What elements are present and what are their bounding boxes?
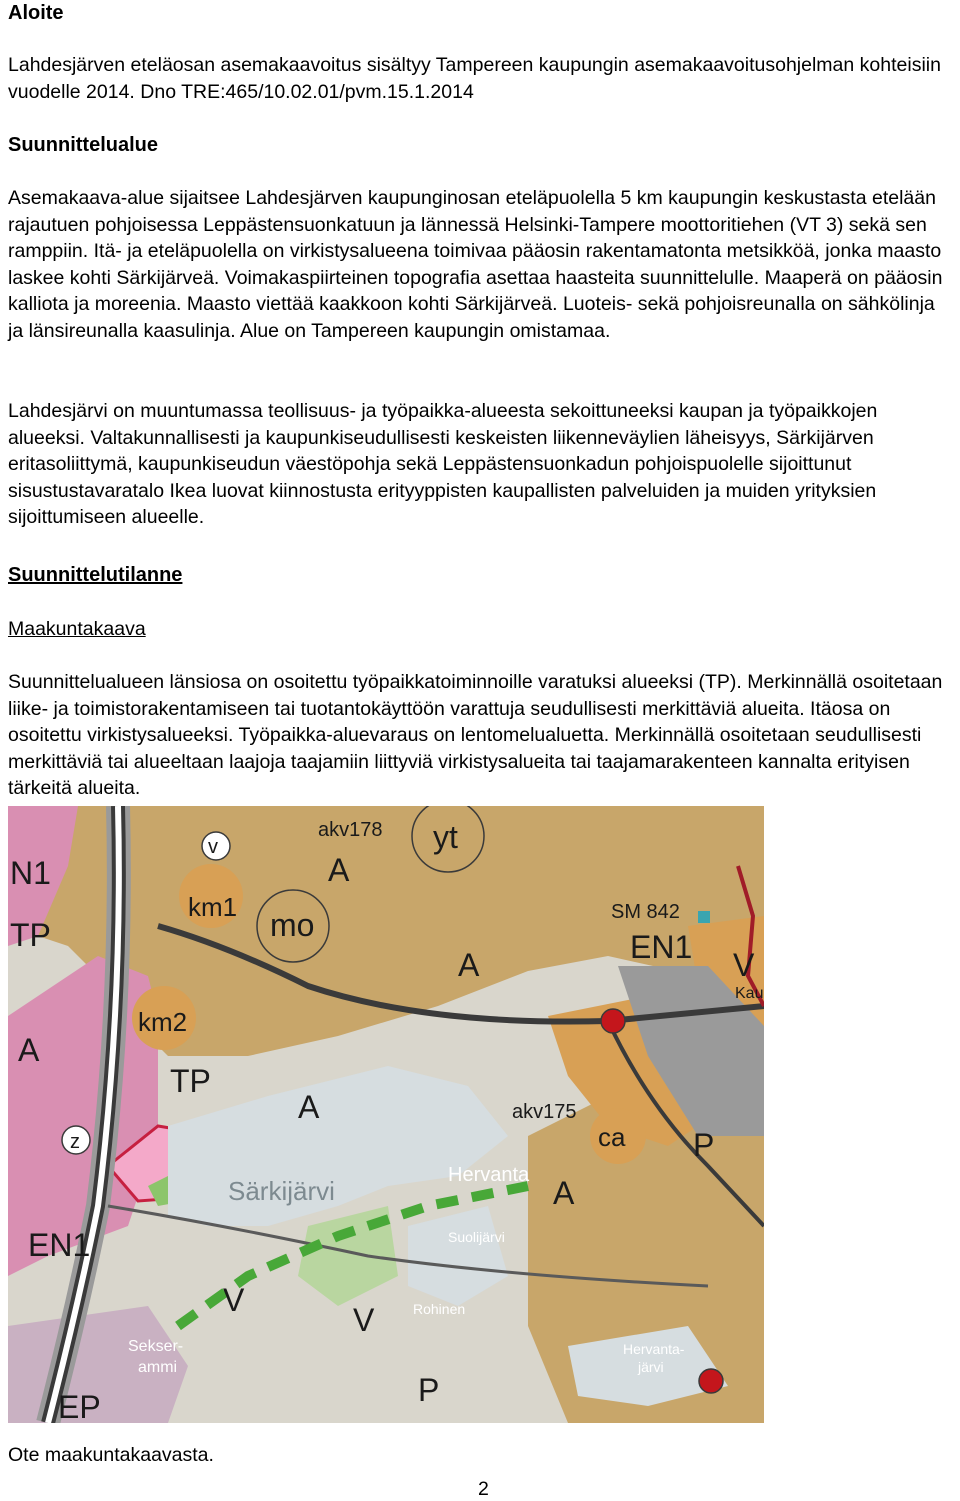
page-number: 2 [478,1478,489,1500]
label-akv178: akv178 [318,819,383,841]
label-sakser: Sekser- [128,1338,184,1355]
paragraph-aloite: Lahdesjärven eteläosan asemakaavoitus sisältyy Tampereen kaupungin asemakaavoitusohjelman kohteisiin vuodelle 2014. Dno TRE:465/10.02.01/pvm.15.1.2014 [8,54,941,103]
label-rohinen: Rohinen [413,1301,466,1317]
map-caption: Ote maakuntakaavasta. [8,1444,214,1466]
label-v-top: V [733,947,755,983]
label-hervantajarvi-2: järvi [638,1359,664,1375]
label-ammi: ammi [138,1359,178,1376]
label-en1-top: EN1 [630,929,693,965]
heading-suunnittelutilanne: Suunnittelutilanne [8,564,183,586]
label-kau: Kau [735,985,764,1002]
label-v: V [223,1282,245,1318]
label-yt: yt [433,819,458,855]
label-v2: V [353,1302,375,1338]
regional-plan-map [8,806,764,1423]
label-n1: N1 [10,855,51,891]
subheading-maakuntakaava: Maakuntakaava [8,618,146,640]
paragraph-maakuntakaava: Suunnittelualueen länsiosa on osoitettu työpaikkatoiminnoille varatuksi alueeksi (TP). Merkinnällä osoitetaan liike- ja toimistorakentamiseen tai tuotantokäyttöön varattuja seudullisesti merkittäviä alueita. Itäosa on osoitettu virkistysalueeksi. Työpaikka-aluevaraus on lentomelualuetta. Merkinnällä osoitetaan seudullisesti merkittäviä tai alueeltaan laajoja taajamiin liittyviä virkistysalueita tai taajamarakenteen kannalta erityisen tärkeitä alueita. [8,671,943,799]
label-a2: A [458,947,480,983]
label-suolijarvi: Suolijärvi [448,1229,505,1245]
paragraph-suunnittelualue-2: Lahdesjärvi on muuntumassa teollisuus- ja työpaikka-alueesta sekoittuneeksi kaupan ja työpaikkojen alueeksi. Valtakunnallisesti ja kaupunkiseudullisesti keskeisten liikenneväylien läheisyys, Särkijärven eritasoliittymä, kaupunkiseudun väestöpohja sekä Leppästensuonkadun pohjoispuolelle sijoittunut sisustustavaratalo Ikea luovat kiinnostusta erityyppisten kaupallisten palveluiden ja muiden yrityksien sijoittumiseen alueelle. [8,400,878,528]
label-mo: mo [270,907,315,943]
label-a4: A [298,1089,320,1125]
label-a5: A [553,1175,575,1211]
node-red-1 [601,1009,625,1033]
label-akv175: akv175 [512,1101,577,1123]
heading-aloite: Aloite [8,2,64,24]
paragraph-suunnittelualue-1: Asemakaava-alue sijaitsee Lahdesjärven kaupunginosan eteläpuolella 5 km kaupungin keskustasta etelään rajautuen pohjoisessa Leppästensuonkatuun ja lännessä Helsinki-Tampere moottoritiehen (VT 3) sekä sen ramppiin. Itä- ja eteläpuolella on virkistysalueena toimivaa pääosin rakentamatonta metsikköä, jonka maasto laskee kohti Särkijärveä. Voimakaspiirteinen topografia asettaa haasteita suunnittelulle. Maaperä on pääosin kalliota ja moreenia. Maasto viettää kaakkoon kohti Särkijärveä. Luoteis- sekä pohjoisreunalla on sähkölinja ja länsireunalla kaasulinja. Alue on Tampereen kaupungin omistamaa. [8,187,943,342]
label-sarkijarvi: Särkijärvi [228,1176,335,1206]
label-sm842: SM 842 [611,901,680,923]
label-v: v [208,836,218,858]
label-a1: A [328,852,350,888]
label-a3: A [18,1032,40,1068]
label-ca: ca [598,1122,626,1152]
label-km2: km2 [138,1007,188,1037]
label-tp-top: TP [10,917,51,953]
label-ep: EP [58,1389,101,1423]
label-p1: P [693,1127,715,1163]
label-p2: P [418,1372,440,1408]
label-z: z [70,1131,80,1153]
label-hervantajarvi-1: Hervanta- [623,1341,685,1357]
label-en1: EN1 [28,1227,91,1263]
label-km1: km1 [188,892,238,922]
sm-marker [698,911,710,923]
node-red-2 [699,1369,723,1393]
heading-suunnittelualue: Suunnittelualue [8,134,158,156]
label-tp: TP [170,1063,211,1099]
label-hervanta: Hervanta [448,1164,530,1186]
